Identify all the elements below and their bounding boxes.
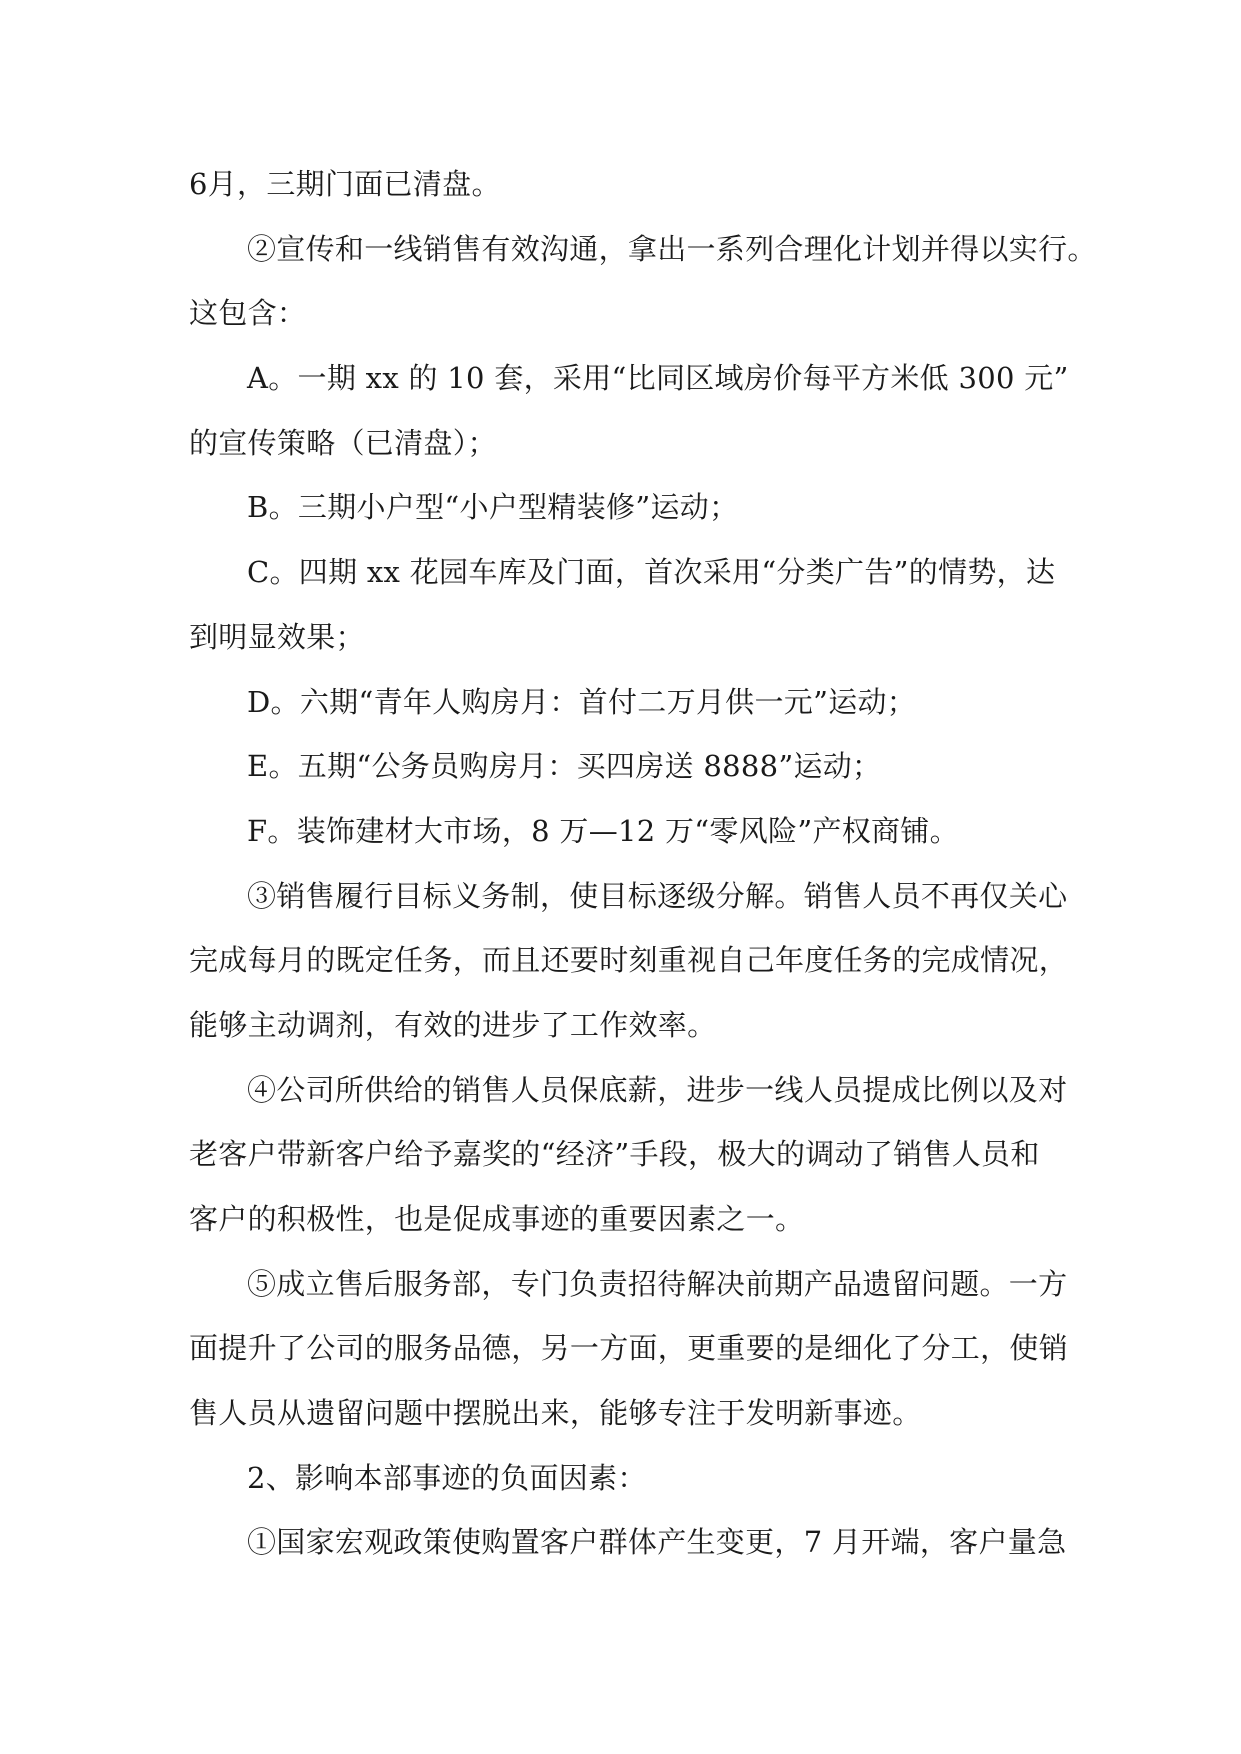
text-line: 的宣传策略（已清盘）； <box>189 425 497 460</box>
text-line: 老客户带新客户给予嘉奖的“经济”手段，极大的调动了销售人员和 <box>189 1137 1040 1172</box>
text-line: ②宣传和一线销售有效沟通，拿出一系列合理化计划并得以实行。 <box>247 231 1097 266</box>
text-line: 2、影响本部事迹的负面因素： <box>247 1460 647 1495</box>
text-line: C。四期 xx 花园车库及门面，首次采用“分类广告”的情势，达 <box>247 555 1056 590</box>
text-line: ⑤成立售后服务部，专门负责招待解决前期产品遗留问题。一方 <box>247 1266 1068 1301</box>
document-body <box>189 152 1097 1575</box>
text-line: ①国家宏观政策使购置客户群体产生变更，7 月开端，客户量急 <box>247 1525 1067 1560</box>
text-line: ④公司所供给的销售人员保底薪，进步一线人员提成比例以及对 <box>247 1072 1068 1107</box>
text-line: 售人员从遗留问题中摆脱出来，能够专注于发明新事迹。 <box>189 1396 922 1431</box>
text-line: F。装饰建材大市场，8 万—12 万“零风险”产权商铺。 <box>247 813 959 848</box>
text-line: B。三期小户型“小户型精装修”运动； <box>247 490 739 525</box>
text-line: 能够主动调剂，有效的进步了工作效率。 <box>189 1007 717 1042</box>
text-line: ③销售履行目标义务制，使目标逐级分解。销售人员不再仅关心 <box>247 878 1068 913</box>
text-line: A。一期 xx 的 10 套，采用“比同区域房价每平方米低 300 元” <box>247 361 1069 396</box>
text-line: 这包含： <box>189 296 307 331</box>
text-line: 面提升了公司的服务品德，另一方面，更重要的是细化了分工，使销 <box>189 1331 1069 1366</box>
text-line: D。六期“青年人购房月：首付二万月供一元”运动； <box>247 684 917 719</box>
text-line: 客户的积极性，也是促成事迹的重要因素之一。 <box>189 1202 805 1236</box>
text-line: 到明显效果； <box>189 619 365 654</box>
text-line: 完成每月的既定任务，而且还要时刻重视自己年度任务的完成情况， <box>189 943 1069 978</box>
text-line: E。五期“公务员购房月：买四房送 8888”运动； <box>247 749 882 784</box>
text-line: 6月，三期门面已清盘。 <box>189 167 501 201</box>
